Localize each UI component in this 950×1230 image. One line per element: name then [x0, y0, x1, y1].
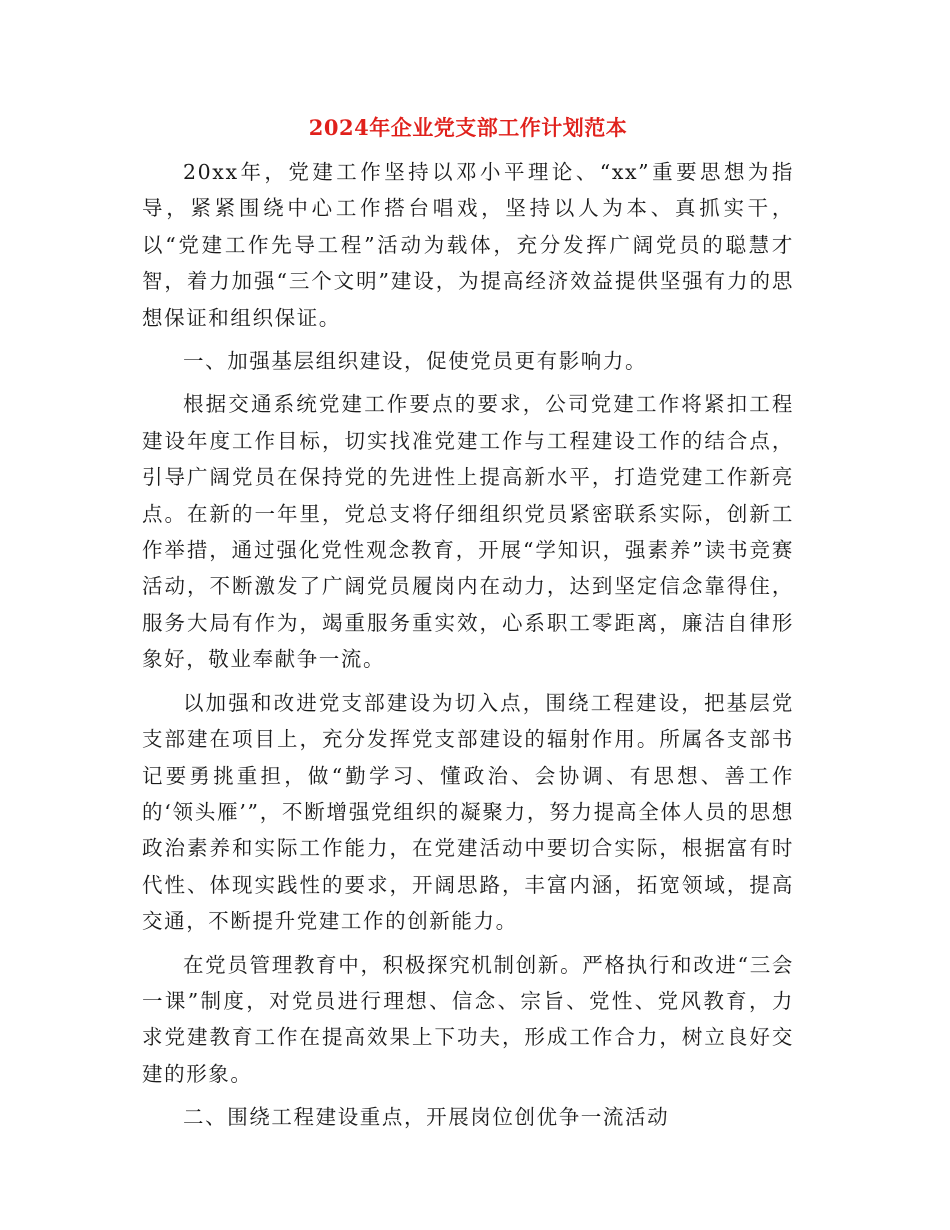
intro-paragraph: 20xx年，党建工作坚持以邓小平理论、“xx”重要思想为指导，紧紧围绕中心工作搭台唱戏，坚持以人为本、真抓实干，以“党建工作先导工程”活动为载体，充分发挥广阔党员的聪慧才智，着力加强“三个文明”建设，为提高经济效益提供坚强有力的思想保证和组织保证。: [142, 160, 794, 330]
document-page: [142, 112, 794, 1136]
section-1-paragraph-3: 在党员管理教育中，积极探究机制创新。严格执行和改进“三会一课”制度，对党员进行理想、信念、宗旨、党性、党风教育，力求党建教育工作在提高效果上下功夫，形成工作合力，树立良好交建的形象。: [142, 952, 794, 1086]
section-1-heading: 一、加强基层组织建设，促使党员更有影响力。: [183, 349, 648, 374]
section-2-heading: 二、围绕工程建设重点，开展岗位创优争一流活动: [183, 1105, 670, 1130]
section-1-paragraph-1: 根据交通系统党建工作要点的要求，公司党建工作将紧扣工程建设年度工作目标，切实找准党建工作与工程建设工作的结合点，引导广阔党员在保持党的先进性上提高新水平，打造党建工作新亮点。在新的一年里，党总支将仔细组织党员紧密联系实际，创新工作举措，通过强化党性观念教育，开展“学知识，强素养”读书竞赛活动，不断激发了广阔党员履岗内在动力，达到坚定信念靠得住，服务大局有作为，竭重服务重实效，心系职工零距离，廉洁自律形象好，敬业奉献争一流。: [142, 392, 794, 672]
document-title: 2024年企业党支部工作计划范本: [308, 115, 628, 140]
section-1-paragraph-2: 以加强和改进党支部建设为切入点，围绕工程建设，把基层党支部建在项目上，充分发挥党支部建设的辐射作用。所属各支部书记要勇挑重担，做“勤学习、懂政治、会协调、有思想、善工作的‘领头雁’”，不断增强党组织的凝聚力，努力提高全体人员的思想政治素养和实际工作能力，在党建活动中要切合实际，根据富有时代性、体现实践性的要求，开阔思路，丰富内涵，拓宽领域，提高交通，不断提升党建工作的创新能力。: [142, 690, 794, 934]
